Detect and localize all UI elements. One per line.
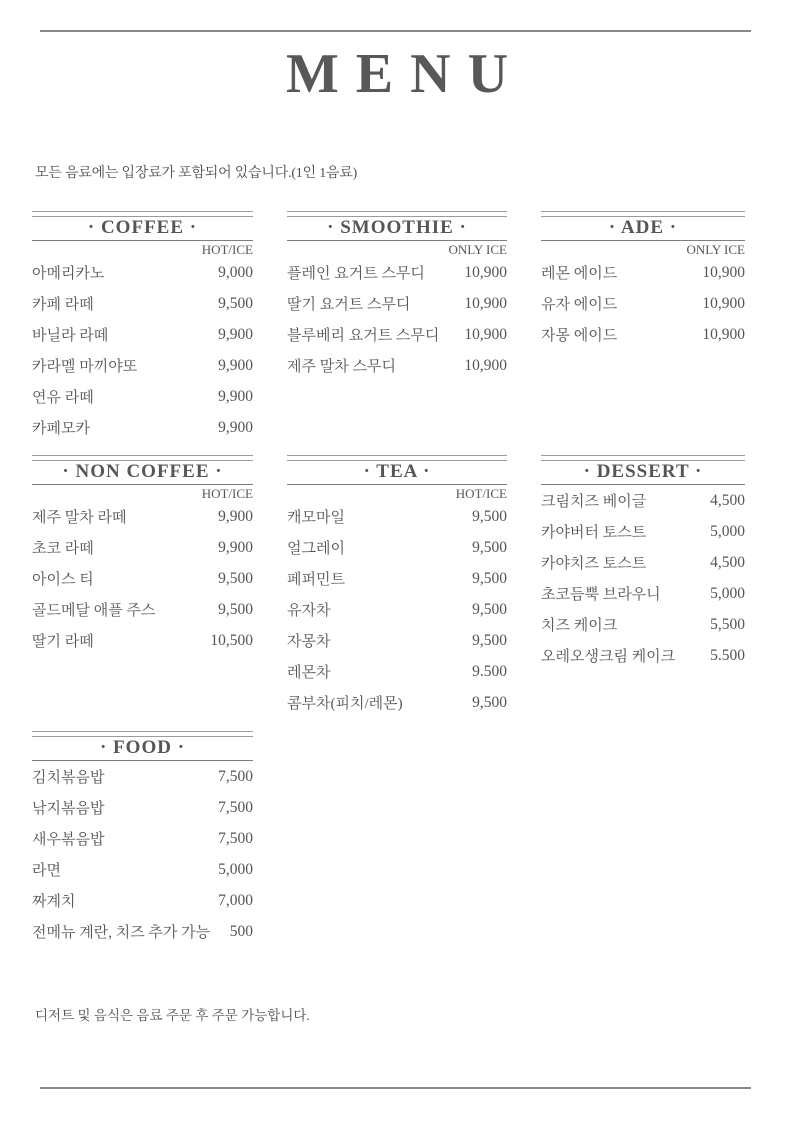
item-price: 10,900 (464, 263, 507, 281)
section-items (287, 501, 507, 718)
item-price: 4,500 (710, 553, 745, 571)
item-price: 9,500 (472, 631, 507, 649)
item-name: 골드메달 애플 주스 (32, 603, 156, 619)
menu-item-row (287, 656, 507, 687)
menu-item-row (32, 823, 253, 854)
item-name: 새우볶음밥 (32, 832, 105, 848)
item-name: 김치볶음밥 (32, 770, 105, 786)
section-subtitle: ONLY ICE (686, 242, 745, 257)
menu-item-row (287, 594, 507, 625)
menu-item-row (541, 640, 745, 671)
menu-item-row (32, 916, 253, 947)
menu-item-row (32, 563, 253, 594)
item-name: 카페모카 (32, 421, 90, 437)
section-subtitle: ONLY ICE (448, 242, 507, 257)
menu-item-row (32, 625, 253, 656)
top-rule (40, 30, 751, 32)
item-name: 유자차 (287, 603, 331, 619)
menu-item-row (32, 885, 253, 916)
top-note: 모든 음료에는 입장료가 포함되어 있습니다.(1인 1음료) (35, 166, 358, 181)
menu-item-row (287, 687, 507, 718)
item-price: 4,500 (710, 491, 745, 509)
menu-item-row (32, 412, 253, 443)
item-name: 제주 말차 라떼 (32, 510, 127, 526)
item-price: 10,900 (702, 294, 745, 312)
item-name: 짜계치 (32, 894, 76, 910)
item-price: 5,500 (710, 615, 745, 633)
menu-item-row (541, 547, 745, 578)
section-dessert (541, 455, 745, 731)
item-name: 카페 라떼 (32, 297, 94, 313)
section-tea (287, 455, 507, 731)
item-price: 9,500 (218, 600, 253, 618)
item-price: 10,900 (464, 325, 507, 343)
item-name: 딸기 요거트 스무디 (287, 297, 411, 313)
item-price: 10,900 (702, 325, 745, 343)
menu-item-row (32, 532, 253, 563)
section-food (32, 731, 253, 947)
item-price: 9,500 (472, 538, 507, 556)
menu-item-row (32, 350, 253, 381)
menu-item-row (541, 288, 745, 319)
item-price: 9,500 (218, 294, 253, 312)
menu-item-row (32, 257, 253, 288)
item-name: 얼그레이 (287, 541, 345, 557)
item-price: 500 (229, 922, 253, 940)
item-price: 9,900 (218, 356, 253, 374)
item-name: 카야버터 토스트 (541, 525, 647, 541)
item-price: 9,900 (218, 538, 253, 556)
item-price: 5.500 (710, 646, 745, 664)
item-price: 10,500 (210, 631, 253, 649)
item-name: 플레인 요거트 스무디 (287, 266, 425, 282)
item-price: 9,000 (218, 263, 253, 281)
menu-item-row (541, 578, 745, 609)
section-items (287, 257, 507, 381)
item-name: 캐모마일 (287, 510, 345, 526)
item-price: 9,900 (218, 387, 253, 405)
item-price: 9,900 (218, 507, 253, 525)
item-name: 제주 말차 스무디 (287, 359, 396, 375)
section-title: · FOOD · (32, 737, 253, 761)
item-name: 유자 에이드 (541, 297, 618, 313)
item-price: 9,500 (472, 507, 507, 525)
item-name: 바닐라 라떼 (32, 328, 109, 344)
item-name: 카야치즈 토스트 (541, 556, 647, 572)
bottom-note: 디저트 및 음식은 음료 주문 후 주문 가능합니다. (35, 1008, 310, 1023)
section-title: · ADE · (541, 217, 745, 241)
section-subtitle: HOT/ICE (201, 486, 253, 501)
section-items (32, 501, 253, 656)
item-price: 9,900 (218, 325, 253, 343)
item-price: 9,500 (472, 693, 507, 711)
menu-item-row (541, 319, 745, 350)
menu-item-row (287, 319, 507, 350)
section-items (541, 257, 745, 350)
item-name: 아메리카노 (32, 266, 105, 282)
item-price: 9,500 (218, 569, 253, 587)
menu-item-row (287, 532, 507, 563)
item-price: 9.500 (472, 662, 507, 680)
menu-item-row (541, 609, 745, 640)
item-name: 레몬 에이드 (541, 266, 618, 282)
section-title: · SMOOTHIE · (287, 217, 507, 241)
item-price: 9,500 (472, 600, 507, 618)
section-subtitle: HOT/ICE (201, 242, 253, 257)
item-price: 10,900 (464, 356, 507, 374)
menu-item-row (541, 257, 745, 288)
item-name: 페퍼민트 (287, 572, 345, 588)
item-price: 10,900 (464, 294, 507, 312)
item-name: 딸기 라떼 (32, 634, 94, 650)
menu-item-row (287, 350, 507, 381)
section-items (32, 257, 253, 443)
item-name: 전메뉴 계란, 치즈 추가 가능 (32, 925, 211, 941)
menu-item-row (32, 319, 253, 350)
menu-item-row (32, 792, 253, 823)
item-price: 10,900 (702, 263, 745, 281)
section-smoothie (287, 211, 507, 455)
item-name: 아이스 티 (32, 572, 94, 588)
item-name: 크림치즈 베이글 (541, 494, 647, 510)
item-price: 9,900 (218, 418, 253, 436)
item-price: 7,500 (218, 798, 253, 816)
section-subtitle: HOT/ICE (455, 486, 507, 501)
item-price: 7,500 (218, 767, 253, 785)
section-title: · DESSERT · (541, 461, 745, 485)
item-name: 낚지볶음밥 (32, 801, 105, 817)
item-name: 블루베리 요거트 스무디 (287, 328, 440, 344)
menu-item-row (287, 563, 507, 594)
section-title: · NON COFFEE · (32, 461, 253, 485)
item-name: 레몬차 (287, 665, 331, 681)
item-name: 오레오생크림 케이크 (541, 649, 676, 665)
item-name: 카라멜 마끼야또 (32, 359, 138, 375)
bottom-rule (40, 1087, 751, 1089)
menu-item-row (32, 381, 253, 412)
section-title: · TEA · (287, 461, 507, 485)
menu-item-row (32, 501, 253, 532)
page-title: MENU (285, 43, 526, 105)
menu-item-row (32, 854, 253, 885)
menu-item-row (32, 761, 253, 792)
item-price: 7,500 (218, 829, 253, 847)
item-name: 라면 (32, 863, 61, 879)
section-ade (541, 211, 745, 455)
item-name: 콤부차(피치/레몬) (287, 696, 403, 712)
section-non-coffee (32, 455, 253, 731)
section-items (32, 761, 253, 947)
section-items (541, 485, 745, 671)
item-price: 7,000 (218, 891, 253, 909)
item-price: 5,000 (710, 522, 745, 540)
section-coffee (32, 211, 253, 455)
menu-item-row (287, 288, 507, 319)
item-name: 치즈 케이크 (541, 618, 618, 634)
menu-item-row (287, 625, 507, 656)
menu-item-row (541, 516, 745, 547)
menu-grid (32, 211, 745, 947)
item-name: 자몽차 (287, 634, 331, 650)
menu-item-row (32, 288, 253, 319)
menu-item-row (32, 594, 253, 625)
item-price: 5,000 (710, 584, 745, 602)
item-price: 9,500 (472, 569, 507, 587)
item-name: 자몽 에이드 (541, 328, 618, 344)
menu-item-row (541, 485, 745, 516)
menu-item-row (287, 501, 507, 532)
item-price: 5,000 (218, 860, 253, 878)
menu-item-row (287, 257, 507, 288)
item-name: 초코듬뿍 브라우니 (541, 587, 661, 603)
section-title: · COFFEE · (32, 217, 253, 241)
item-name: 연유 라떼 (32, 390, 94, 406)
item-name: 초코 라떼 (32, 541, 94, 557)
